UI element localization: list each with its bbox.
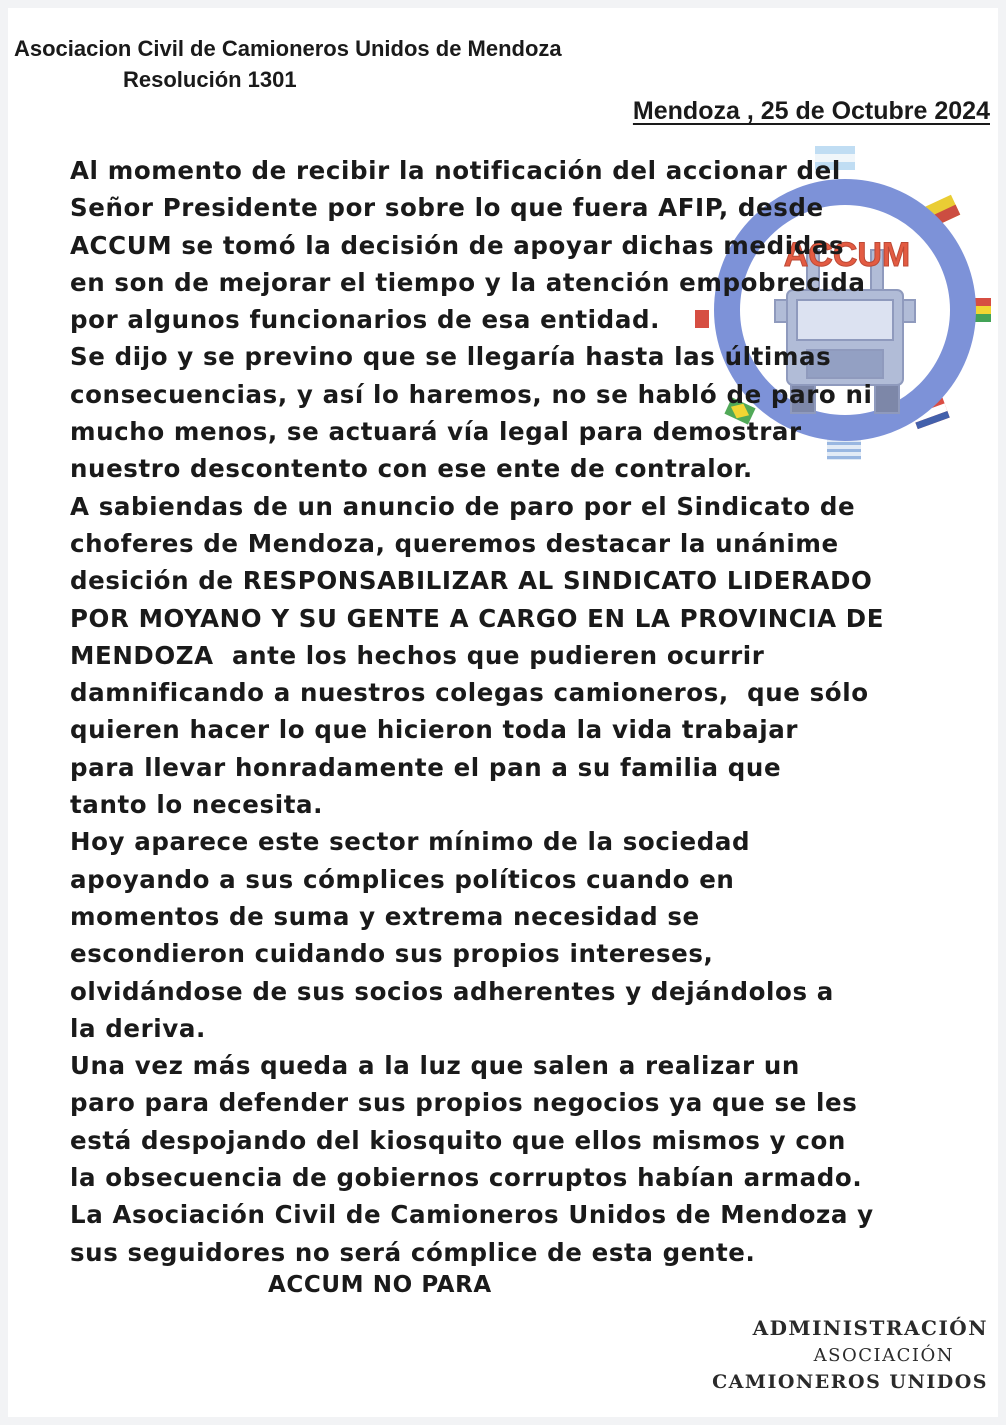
logo-text: ACCUM <box>783 236 911 274</box>
body-line: desición de RESPONSABILIZAR AL SINDICATO LIDERADO <box>70 566 873 596</box>
body-line: para llevar honradamente el pan a su familia que <box>70 752 782 782</box>
body-line: consecuencias, y así lo haremos, no se habló de paro ni <box>70 379 873 409</box>
body-line: olvidándose de sus socios adherentes y dejándolos a <box>70 976 834 1006</box>
body-line: Señor Presidente por sobre lo que fuera AFIP, desde <box>70 193 824 223</box>
stamp-line-administracion: ADMINISTRACIÓN <box>752 1316 988 1340</box>
body-line: choferes de Mendoza, queremos destacar la unánime <box>70 528 839 558</box>
body-line: nuestro descontento con ese ente de contralor. <box>70 454 753 484</box>
body-line: sus seguidores no será cómplice de esta gente. <box>70 1237 756 1267</box>
stamp-line-camioneros-unidos: CAMIONEROS UNIDOS <box>712 1371 988 1393</box>
body-line: por algunos funcionarios de esa entidad. <box>70 305 660 335</box>
body-line: tanto lo necesita. <box>70 790 324 820</box>
body-line: escondieron cuidando sus propios intereses, <box>70 939 714 969</box>
resolution-body <box>70 152 970 1271</box>
resolution-number: Resolución 1301 <box>123 67 297 92</box>
body-line: Hoy aparece este sector mínimo de la sociedad <box>70 827 751 857</box>
body-line: la obsecuencia de gobiernos corruptos habían armado. <box>70 1163 863 1193</box>
body-line: mucho menos, se actuará vía legal para demostrar <box>70 417 802 447</box>
body-line: Una vez más queda a la luz que salen a realizar un <box>70 1051 800 1081</box>
body-line: damnificando a nuestros colegas camioneros, que sólo <box>70 678 869 708</box>
body-line: en son de mejorar el tiempo y la atención empobrecida <box>70 267 866 297</box>
stamp-line-asociacion: ASOCIACIÓN <box>813 1345 954 1366</box>
body-line: Se dijo y se previno que se llegaría hasta las últimas <box>70 342 832 372</box>
date-line: Mendoza , 25 de Octubre 2024 <box>632 97 990 125</box>
administration-stamp <box>712 1315 988 1396</box>
body-line: Al momento de recibir la notificación del accionar del <box>70 156 841 185</box>
body-line: MENDOZA ante los hechos que pudieren ocurrir <box>70 640 765 670</box>
body-line: paro para defender sus propios negocios ya que se les <box>70 1088 858 1118</box>
body-line: A sabiendas de un anuncio de paro por el Sindicato de <box>70 491 856 521</box>
body-line: apoyando a sus cómplices políticos cuando en <box>70 864 735 894</box>
body-line: ACCUM se tomó la decisión de apoyar dichas medidas <box>70 230 845 260</box>
body-line: momentos de suma y extrema necesidad se <box>70 901 700 931</box>
body-line: POR MOYANO Y SU GENTE A CARGO EN LA PROVINCIA DE <box>70 603 885 633</box>
closing-statement: ACCUM NO PARA <box>268 1272 492 1298</box>
body-line: quieren hacer lo que hicieron toda la vida trabajar <box>70 715 799 745</box>
body-line: La Asociación Civil de Camioneros Unidos de Mendoza y <box>70 1200 874 1230</box>
body-line: la deriva. <box>70 1013 206 1043</box>
body-line: está despojando del kiosquito que ellos mismos y con <box>70 1125 846 1155</box>
organization-name: Asociacion Civil de Camioneros Unidos de Mendoza <box>14 36 562 61</box>
